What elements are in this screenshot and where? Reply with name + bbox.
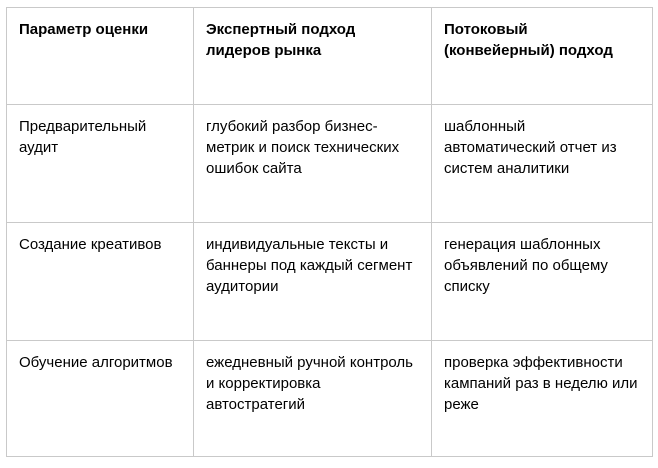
expert-cell: ежедневный ручной контроль и корректировка автостратегий [194, 341, 432, 457]
table-row [7, 223, 653, 341]
header-cell-conveyor-approach: Потоковый (конвейерный) подход [432, 8, 653, 105]
table-row [7, 341, 653, 457]
header-cell-parameter: Параметр оценки [7, 8, 194, 105]
row-label-cell: Предварительный аудит [7, 105, 194, 223]
conveyor-cell: шаблонный автоматический отчет из систем аналитики [432, 105, 653, 223]
header-cell-expert-approach: Экспертный подход лидеров рынка [194, 8, 432, 105]
conveyor-cell: генерация шаблонных объявлений по общему списку [432, 223, 653, 341]
table-row [7, 105, 653, 223]
row-label-cell: Обучение алгоритмов [7, 341, 194, 457]
comparison-table [6, 7, 653, 457]
conveyor-cell: проверка эффективности кампаний раз в неделю или реже [432, 341, 653, 457]
expert-cell: глубокий разбор бизнес-метрик и поиск технических ошибок сайта [194, 105, 432, 223]
expert-cell: индивидуальные тексты и баннеры под каждый сегмент аудитории [194, 223, 432, 341]
table-header-row [7, 8, 653, 105]
row-label-cell: Создание креативов [7, 223, 194, 341]
